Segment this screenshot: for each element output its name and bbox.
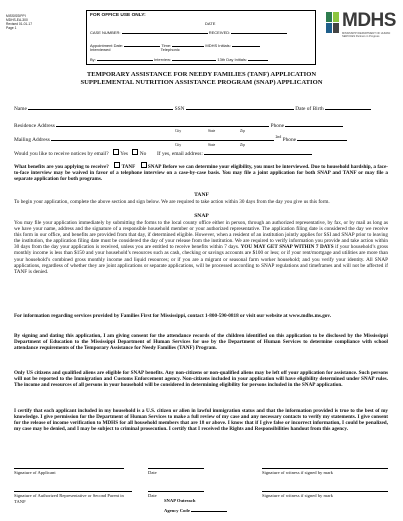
- residence-label: Residence Address: [14, 123, 55, 129]
- agency-code-label: Agency Code: [164, 508, 190, 513]
- interview-label: Interview:: [154, 57, 172, 62]
- info-paragraph: For information regarding services provided by Families First for Mississippi, contact 1-800-590-0818 or visit our website at www.mdhs.ms.gov.: [14, 313, 331, 319]
- representative-signature-label: Signature of Authorized Representative or Second Parent in TANF: [14, 493, 124, 504]
- received-field[interactable]: [231, 27, 287, 34]
- by-label: By:: [90, 57, 96, 62]
- consent-paragraph-citizenship: Only US citizens and qualified aliens are eligible for SNAP benefits. Any non-citizens or non-qualified aliens may be left off your application for assistance. Such persons will not be reported to the Immigration and Customs Enforcement agency. Non-citizens included in your application will have eligibility determined under SNAP rules. The income and resources of all persons in your household will be considered in determining eligibility for persons included in the SNAP application.: [14, 370, 388, 389]
- tanf-body: To begin your application, complete the above section and sign below. We are required to take action within 30 days from the day you give us this form.: [14, 199, 330, 205]
- name-label: Name: [14, 106, 27, 112]
- second-phone-label: Phone: [282, 137, 297, 143]
- logo-text: MDHS: [342, 10, 396, 31]
- email-notice-row: [14, 148, 392, 157]
- mdhs-logo: [326, 10, 396, 50]
- interviewed-label: Interviewed: [90, 47, 111, 52]
- date-label-2: Date: [148, 493, 157, 498]
- case-number-field[interactable]: [122, 27, 208, 34]
- date-line-1[interactable]: [148, 468, 204, 475]
- zip-label: Zip: [240, 129, 245, 133]
- city-label: City: [175, 143, 182, 147]
- snap-option-label: SNAP: [147, 164, 162, 170]
- appointment-date-field[interactable]: [124, 40, 160, 47]
- snap-heading: SNAP: [194, 213, 209, 219]
- interview-type-row: [90, 47, 312, 52]
- snap-checkbox[interactable]: [141, 162, 147, 168]
- ssn-label: SSN: [174, 106, 185, 112]
- form-identifier: [6, 14, 32, 30]
- mdhs-initials-label: MDHS Initials:: [205, 43, 231, 48]
- interview-field[interactable]: [172, 54, 216, 61]
- title-snap: SUPPLEMENTAL NUTRITION ASSISTANCE PROGRAM (SNAP) APPLICATION: [80, 79, 323, 86]
- appointment-date-label: Appointment Date:: [90, 43, 124, 48]
- yes-label: Yes: [120, 151, 128, 157]
- name-field[interactable]: [28, 103, 173, 110]
- case-number-label: CASE NUMBER:: [90, 30, 121, 35]
- agency-code-field[interactable]: [191, 505, 227, 512]
- office-use-box: [86, 10, 316, 65]
- time-label: Time:: [161, 43, 172, 48]
- office-use-title: FOR OFFICE USE ONLY:: [90, 13, 146, 18]
- mailing-field[interactable]: [51, 134, 274, 141]
- state-label: State: [208, 129, 216, 133]
- residence-field[interactable]: [56, 120, 269, 127]
- date-label-1: Date: [148, 470, 157, 475]
- tanf-checkbox[interactable]: [114, 162, 120, 168]
- form-tag-line: Revised 01-01-17: [6, 22, 33, 26]
- title-tanf: TEMPORARY ASSISTANCE FOR NEEDY FAMILIES (TANF) APPLICATION: [86, 71, 317, 78]
- yes-checkbox[interactable]: [113, 149, 119, 155]
- witness-signature-line-2[interactable]: [262, 491, 388, 498]
- witness-label-1: Signature of witness if signed by mark: [262, 470, 333, 475]
- benefits-body: Before we can determine your eligibility, you must be interviewed. Due to household hardship, a face-to-face interview may be waived in favor of a telephone interview on a case-by-case basis. You may file a joint application for both SNAP and TANF or may file a separate application for both programs.: [14, 164, 388, 183]
- snap-outreach-label: SNAP Outreach: [164, 498, 196, 503]
- telephonic-label: Telephonic: [160, 47, 180, 52]
- by-row: [90, 54, 312, 62]
- date-label: DATE: [205, 21, 216, 26]
- form-tag-line: Page 1: [6, 26, 17, 30]
- ssn-field[interactable]: [186, 103, 294, 110]
- representative-signature-line[interactable]: [14, 491, 132, 504]
- received-label: RECEIVED:: [208, 30, 231, 35]
- city-label: City: [175, 129, 182, 133]
- dob-field[interactable]: [325, 103, 371, 110]
- snap-body-part1: You may file your application immediately by submitting the forms to the local county office either in person, through an authorized representative, by fax, or by mail as long as we have your name, address and the signature of a responsible household member or your authorized representative. The application filing date is considered the day we receive this form in our office, and benefits are provided from that day, if determined eligible. However, when a resident of an institution jointly applies for SSI and SNAP prior to leaving the institution, the application filing date must be considered the day of your release from the institution. We are required to verify information you provide and take action within 30 days from the day your application is received, unless you are entitled to receive benefits within 7 days.: [14, 220, 388, 251]
- witness-signature-line-1[interactable]: [262, 468, 388, 475]
- tanf-heading: TANF: [194, 192, 209, 198]
- tanf-option-label: TANF: [121, 164, 136, 170]
- zip-label: Zip: [240, 143, 245, 147]
- notices-question: Would you like to receive notices by email?: [14, 151, 109, 157]
- mdhs-initials-field[interactable]: [232, 40, 260, 47]
- dob-label: Date of Birth: [295, 106, 324, 112]
- snap-7-days: YOU MAY GET SNAP WITHIN 7 DAYS: [240, 244, 334, 251]
- snap-body: [14, 220, 388, 275]
- benefits-section: [14, 162, 388, 182]
- consent-paragraph-certification: I certify that each applicant included in my household is a U.S. citizen or alien in lawful immigration status and that the information provided is true to the best of my knowledge. I give permission for the Department of Human Services to make a full review of my case and any necessary contacts to verify my statements. I give consent for the release of income verification to MDHS for all household members that are 18 or above. I know that if I give false or incorrect information, I could be penalized, my case may be denied, and I may be subject to criminal prosecution. I certify that I received the Rights and Responsibilities handout from this agency.: [14, 408, 388, 433]
- form-tag-line: MDHS-EA-300: [6, 18, 28, 22]
- residence-row: [14, 120, 392, 129]
- mdhs-logo-icon: [326, 12, 340, 34]
- mailing-label: Mailing Address: [14, 137, 50, 143]
- applicant-signature-line[interactable]: [14, 468, 124, 475]
- day13-label: 13th Day Initials:: [217, 57, 247, 62]
- form-tag-line: MISSISSIPPI: [6, 14, 26, 18]
- snap-body-part2: if your household’s gross monthly income is less than $150 and your household’s resources such as cash, checking or savings accounts are $100 or less; or if your rent/mortgage and utilities are more than your household’s combined gross monthly income and liquid resources; or if you are a migrant or seasonal farm worker household; and you verify your identity. All SNAP applications, regardless of whether they are joint applications or separate applications, will be processed according to SNAP regulations and timeframes and will not be affected if TANF is denied.: [14, 244, 388, 275]
- witness-label-2: Signature of witness if signed by mark: [262, 493, 333, 498]
- state-label: State: [208, 143, 216, 147]
- email-field[interactable]: [204, 148, 312, 155]
- mailing-row: [14, 134, 392, 143]
- benefits-question: What benefits are you applying to receive?: [14, 164, 109, 170]
- time-field[interactable]: [172, 40, 204, 47]
- date-line-2[interactable]: [148, 491, 204, 498]
- no-checkbox[interactable]: [132, 149, 138, 155]
- phone-label: Phone: [270, 123, 285, 129]
- day13-field[interactable]: [248, 54, 268, 61]
- second-phone-field[interactable]: [297, 134, 347, 141]
- agency-code-row: [164, 505, 227, 513]
- case-row: [90, 27, 312, 35]
- name-row: [14, 103, 392, 112]
- consent-paragraph-attendance: By signing and dating this application, I am giving consent for the attendance records of the children identified on this application to be disclosed by the Mississippi Department of Education to the Mississippi Department of Human Services for use by the Department of Human Services to determine compliance with school attendance requirements of the Temporary Assistance for Needy Families (TANF) Program.: [14, 333, 388, 352]
- applicant-signature-label: Signature of Applicant: [14, 470, 56, 475]
- no-label: No: [139, 151, 147, 157]
- logo-subtitle: MISSISSIPPI DEPARTMENT OF HUMAN SERVICES Partners in Progress: [342, 32, 391, 38]
- second-phone-sup: 2nd: [275, 135, 282, 140]
- by-field[interactable]: [97, 54, 153, 61]
- phone-field[interactable]: [285, 120, 343, 127]
- email-label: If yes, email address:: [157, 151, 203, 157]
